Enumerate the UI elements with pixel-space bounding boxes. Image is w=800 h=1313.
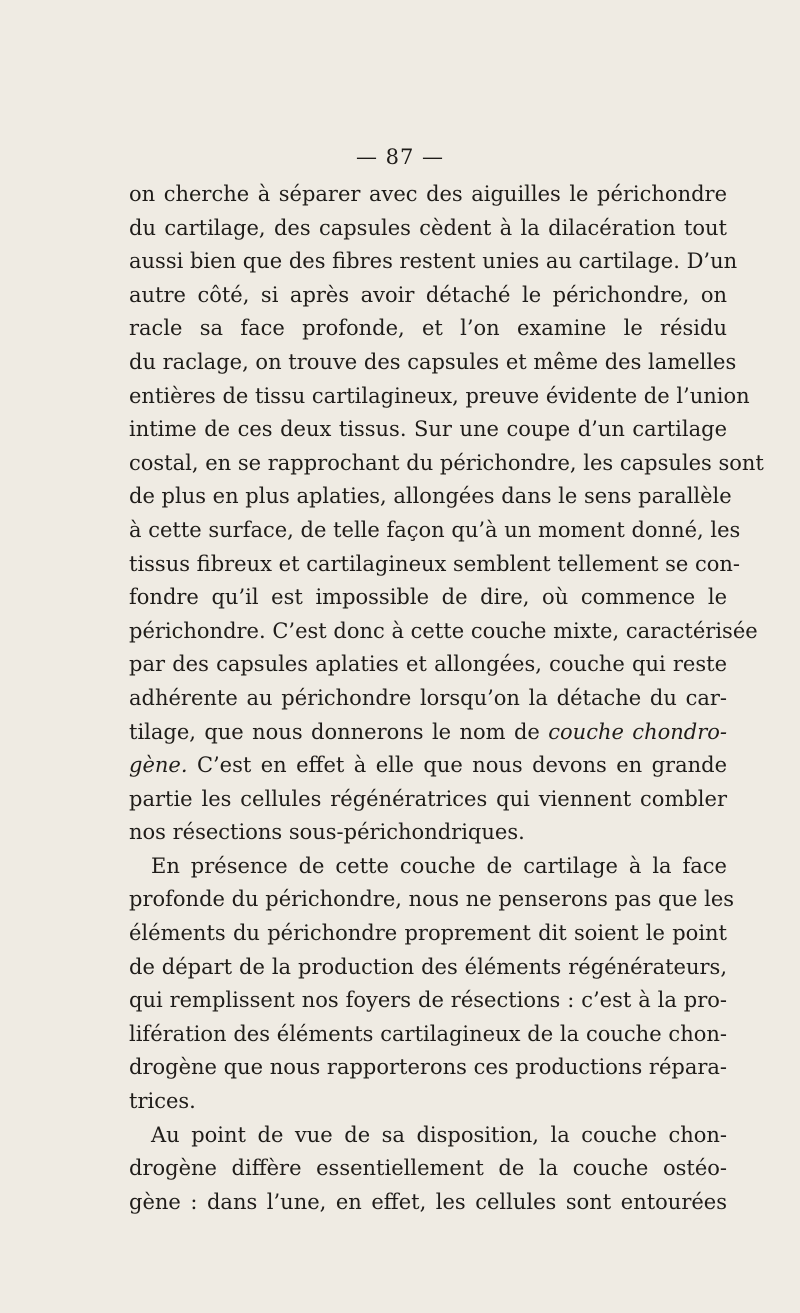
- text-line: autre côté, si après avoir détaché le périchondre, on: [129, 282, 727, 307]
- text-line: entières de tissu cartilagineux, preuve évidente de l’union: [129, 383, 750, 408]
- text-line: du raclage, on trouve des capsules et même des lamelles: [129, 349, 737, 374]
- text-line: profonde du périchondre, nous ne penserons pas que les: [129, 887, 735, 912]
- text-line: périchondre. C’est donc à cette couche mixte, caractérisée: [129, 618, 758, 643]
- text-line: partie les cellules régénératrices qui viennent combler: [129, 786, 727, 811]
- italic-term: gène.: [129, 753, 188, 778]
- text-line: de départ de la production des éléments régénérateurs,: [129, 954, 727, 979]
- text-line: du cartilage, des capsules cèdent à la dilacération tout: [129, 215, 727, 240]
- text-line: intime de ces deux tissus. Sur une coupe d’un cartilage: [129, 417, 727, 442]
- text-line: par des capsules aplaties et allongées, couche qui reste: [129, 652, 727, 677]
- text-line: lifération des éléments cartilagineux de la couche chon-: [129, 1021, 727, 1046]
- italic-term: couche chondro-: [548, 719, 727, 744]
- text-line: qui remplissent nos foyers de résections : c’est à la pro-: [129, 988, 727, 1013]
- text-line: racle sa face profonde, et l’on examine le résidu: [129, 316, 727, 341]
- text-fragment: C’est en effet à elle que nous devons en grande: [196, 753, 727, 778]
- text-line: à cette surface, de telle façon qu’à un moment donné, les: [129, 517, 741, 542]
- text-line: En présence de cette couche de cartilage à la face: [151, 853, 727, 878]
- text-line: drogène que nous rapporterons ces productions répara-: [129, 1055, 727, 1080]
- text-line: de plus en plus aplaties, allongées dans le sens parallèle: [129, 484, 732, 509]
- text-line: trices.: [129, 1089, 196, 1114]
- text-line: drogène diffère essentiellement de la couche ostéo-: [129, 1156, 727, 1181]
- text-line: Au point de vue de sa disposition, la couche chon-: [151, 1122, 727, 1147]
- body-text: [129, 178, 764, 1219]
- text-line: fondre qu’il est impossible de dire, où commence le: [129, 585, 727, 610]
- text-fragment: tilage, que nous donnerons le nom de: [129, 719, 540, 744]
- text-line: on cherche à séparer avec des aiguilles le périchondre: [129, 182, 727, 206]
- page-number: — 87 —: [355, 145, 445, 169]
- text-line: éléments du périchondre proprement dit soient le point: [129, 921, 727, 946]
- text-line: nos résections sous-périchondriques.: [129, 820, 525, 845]
- text-line: costal, en se rapprochant du périchondre, les capsules sont: [129, 450, 764, 475]
- text-line-with-term: [129, 749, 727, 783]
- text-line: adhérente au périchondre lorsqu’on la détache du car-: [129, 685, 727, 710]
- text-line: tissus fibreux et cartilagineux semblent tellement se con-: [129, 551, 741, 576]
- text-line: aussi bien que des fibres restent unies au cartilage. D’un: [129, 249, 738, 274]
- text-line: gène : dans l’une, en effet, les cellules sont entourées: [129, 1189, 727, 1214]
- text-line-with-term: [129, 716, 727, 750]
